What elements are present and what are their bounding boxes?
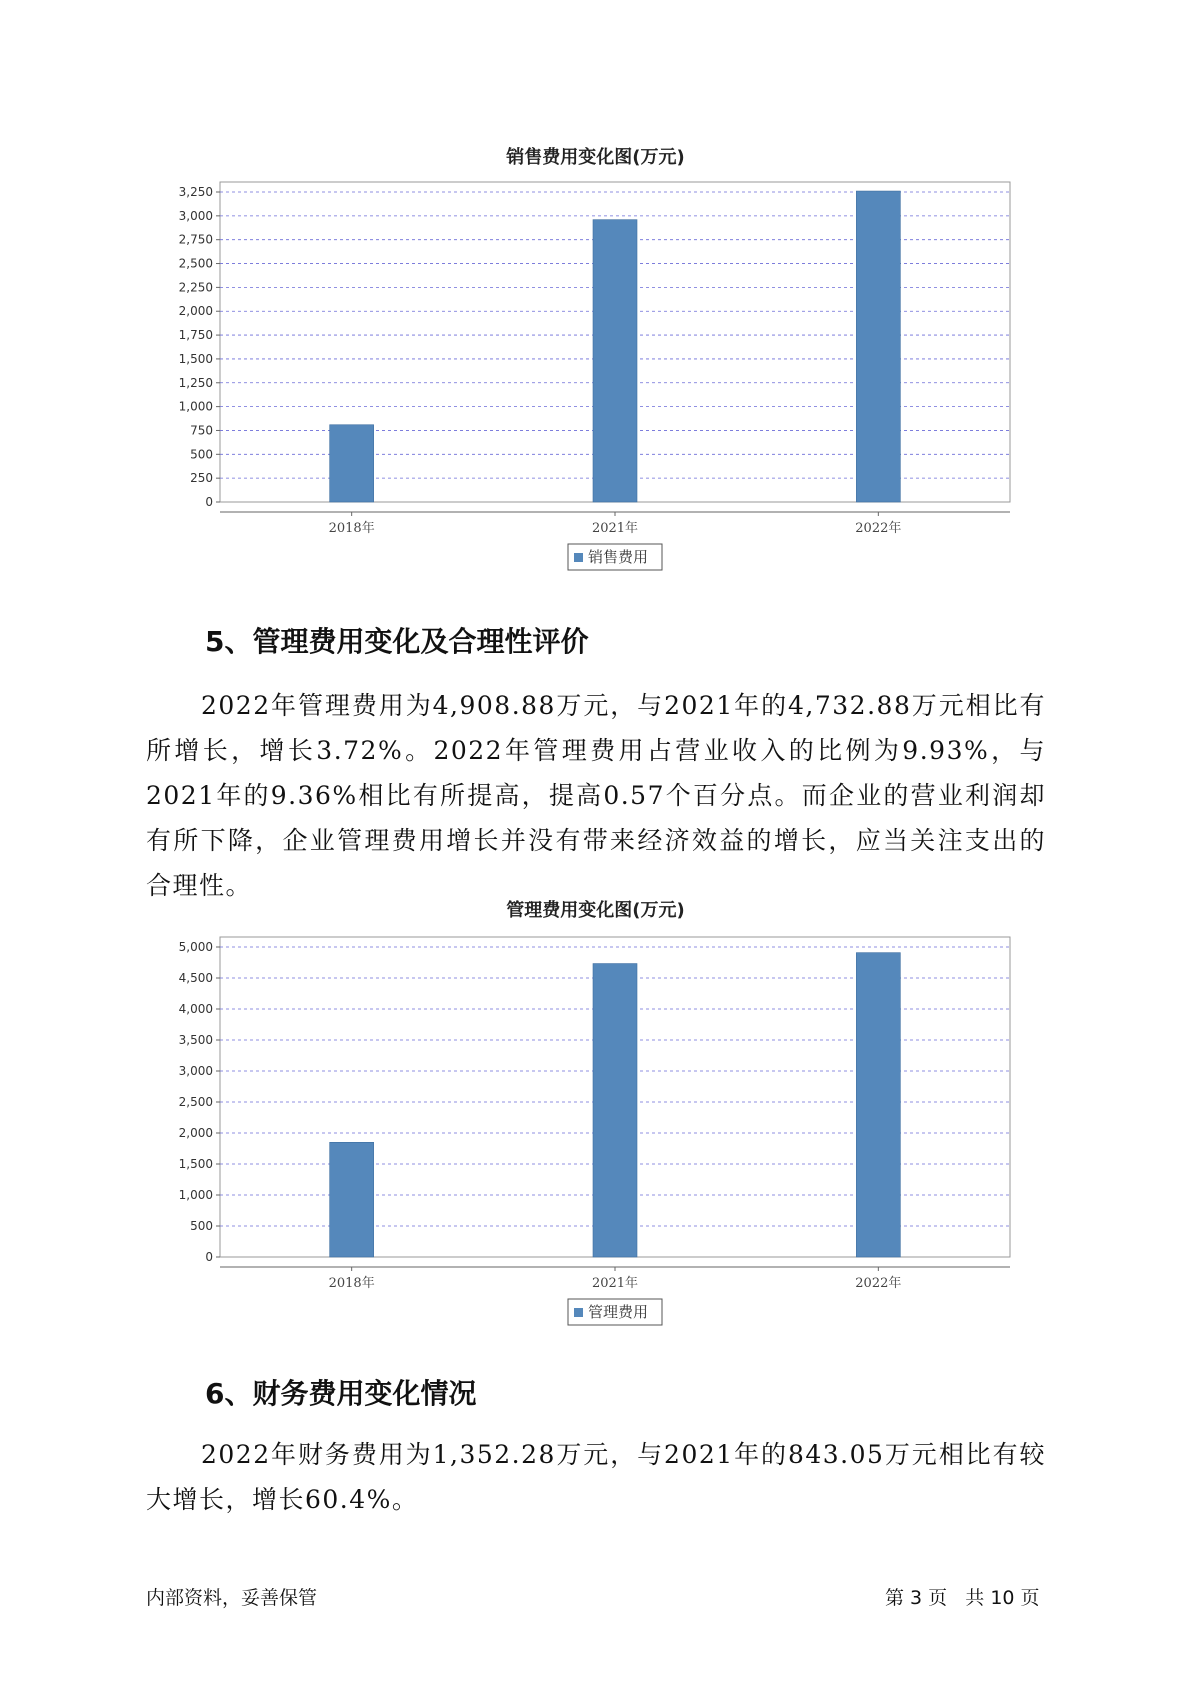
y-tick-label: 2,250 [178,280,213,295]
y-tick-label: 1,000 [178,399,213,414]
section-heading-5: 5、管理费用变化及合理性评价 [205,625,589,658]
footer-confidential-note: 内部资料，妥善保管 [146,1587,318,1609]
sales-expense-bar-chart [150,170,1020,590]
chart-title-admin-expense: 管理费用变化图(万元) [506,900,685,921]
section-heading-6: 6、财务费用变化情况 [205,1377,477,1410]
section-paragraph-5: 2022年管理费用为4,908.88万元，与2021年的4,732.88万元相比有所增长，增长3.72%。2022年管理费用占营业收入的比例为9.93%，与2021年的9.36%相比有所提高，提高0.57个百分点。而企业的营业利润却有所下降，企业管理费用增长并没有带来经济效益的增长，应当关注支出的合理性。 [146,691,1046,900]
y-tick-label: 3,500 [178,1033,213,1047]
y-tick-label: 1,750 [178,328,213,343]
y-tick-label: 4,000 [178,1002,213,1016]
bar [593,220,637,502]
legend-label: 销售费用 [588,548,649,566]
bar [856,953,900,1257]
x-tick-label: 2021年 [591,521,639,536]
y-tick-label: 4,500 [178,971,213,985]
y-tick-label: 1,500 [178,1157,213,1171]
chart-title-sales-expense: 销售费用变化图(万元) [506,147,685,168]
y-tick-label: 3,250 [178,185,213,199]
y-tick-label: 500 [190,1219,213,1233]
y-tick-label: 1,250 [178,375,213,390]
y-tick-label: 750 [190,423,213,438]
x-tick-label: 2022年 [855,1276,902,1291]
legend-swatch [574,1308,583,1317]
bar [593,964,637,1257]
admin-expense-bar-chart [150,925,1020,1345]
bar [330,425,374,502]
legend-label: 管理费用 [588,1303,649,1321]
x-tick-label: 2021年 [591,1276,639,1291]
y-tick-label: 1,500 [178,351,213,366]
legend-swatch [574,553,583,562]
footer-page-number: 第 3 页 共 10 页 [885,1587,1040,1609]
y-tick-label: 3,000 [178,208,213,223]
x-tick-label: 2022年 [855,521,902,536]
bar [856,191,900,502]
y-tick-label: 2,000 [178,304,213,319]
y-tick-label: 2,500 [178,256,213,271]
section-paragraph-6: 2022年财务费用为1,352.28万元，与2021年的843.05万元相比有较大增长，增长60.4%。 [146,1440,1046,1514]
y-tick-label: 1,000 [178,1188,213,1202]
bar [330,1142,374,1257]
y-tick-label: 2,500 [178,1095,213,1109]
y-tick-label: 500 [190,447,213,462]
y-tick-label: 5,000 [178,940,213,954]
y-tick-label: 0 [205,1250,213,1264]
y-tick-label: 0 [205,495,213,509]
y-tick-label: 3,000 [178,1064,213,1078]
y-tick-label: 2,000 [178,1126,213,1140]
x-tick-label: 2018年 [328,521,375,536]
y-tick-label: 250 [190,471,213,486]
x-tick-label: 2018年 [328,1276,375,1291]
y-tick-label: 2,750 [178,232,213,247]
